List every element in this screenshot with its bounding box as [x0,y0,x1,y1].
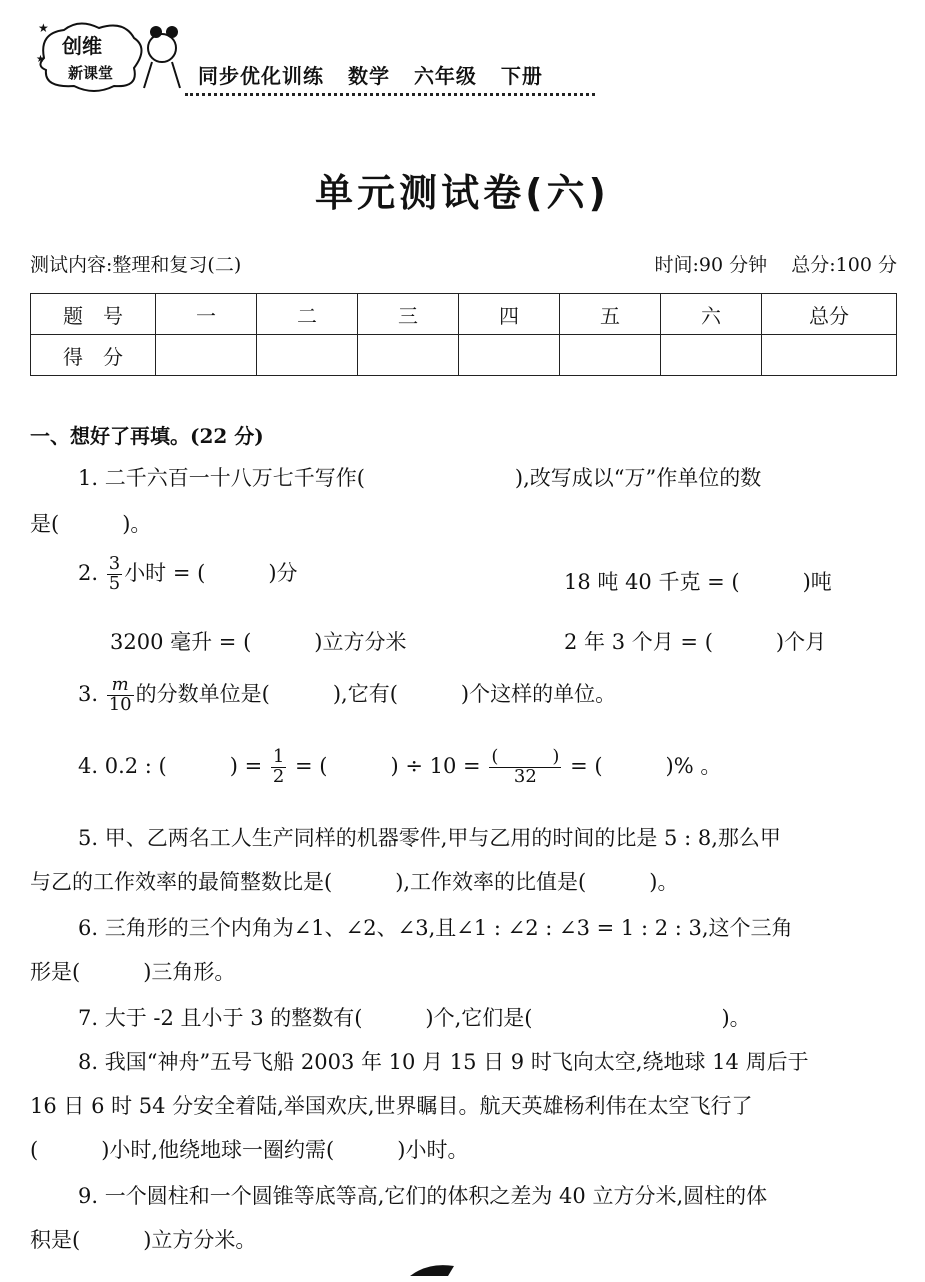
q1-text-a: 1. 二千六百一十八万七千写作( [78,466,365,490]
logo-bottom-text: 新课堂 [68,64,114,82]
denominator: 2 [272,765,285,787]
score-cell[interactable] [762,335,897,376]
fraction [489,748,561,787]
svg-text:★: ★ [36,54,45,65]
numerator: 1 [272,746,285,767]
page-corner-mark [408,1258,458,1278]
grade: 六年级 [413,64,477,88]
time-limit: 时间:90 分钟 [654,254,768,276]
table-cell: 五 [560,294,661,335]
table-cell: 二 [257,294,358,335]
q2-number: 2. [78,560,99,585]
table-cell: 题 号 [31,294,156,335]
q5-line-2: 与乙的工作效率的最简整数比是( ),工作效率的比值是( )。 [30,870,679,894]
test-content: 测试内容:整理和复习(二) [30,254,242,276]
denominator: 10 [108,693,132,715]
table-cell: 三 [358,294,459,335]
score-cell[interactable] [459,335,560,376]
q9-line-2: 积是( )立方分米。 [30,1228,257,1252]
q1-line-1 [78,462,761,492]
q9-line-1: 9. 一个圆柱和一个圆锥等底等高,它们的体积之差为 40 立方分米,圆柱的体 [78,1184,768,1208]
q3-line [78,676,616,715]
table-cell: 四 [459,294,560,335]
fraction [107,555,122,594]
fraction [271,748,286,787]
svg-text:★: ★ [38,21,49,35]
series-header [198,60,559,89]
q4-text-b: = ( ) ÷ 10 = [295,753,481,778]
score-cell[interactable] [661,335,762,376]
denominator: 5 [108,572,121,594]
q3-number: 3. [78,681,99,706]
subject: 数学 [347,64,390,88]
q6-line-2: 形是( )三角形。 [30,960,236,984]
table-cell: 一 [156,294,257,335]
fraction [107,676,134,715]
q1-line-2: 是( )。 [30,512,152,536]
score-table-score-row [31,335,897,376]
score-cell[interactable] [560,335,661,376]
publisher-logo [34,18,184,96]
q2-line-2b: 2 年 3 个月 = ( )个月 [564,630,827,654]
table-cell: 得 分 [31,335,156,376]
score-table [30,293,897,376]
series-name: 同步优化训练 [198,64,324,88]
page-title: 单元测试卷(六) [315,171,610,215]
q6-line-1: 6. 三角形的三个内角为∠1、∠2、∠3,且∠1 : ∠2 : ∠3 = 1 : 2 : 3,这个三角 [78,916,793,940]
q2-text-a: 小时 = ( )分 [124,560,298,585]
q7-line: 7. 大于 -2 且小于 3 的整数有( )个,它们是( )。 [78,1006,751,1030]
q2-line-2a: 3200 毫升 = ( )立方分米 [110,630,407,654]
q8-line-3: ( )小时,他绕地球一圈约需( )小时。 [30,1138,469,1162]
total-score: 总分:100 分 [791,254,897,276]
numerator: m [107,676,134,696]
numerator: 3 [108,553,121,574]
logo-top-text: 创维 [62,34,102,58]
q4-text-c: = ( )% 。 [570,753,722,778]
q4-text-a: 4. 0.2 : ( ) = [78,753,263,778]
time-and-total [654,250,897,277]
numerator[interactable]: ( ) [491,746,560,767]
header-divider [185,93,595,96]
score-cell[interactable] [358,335,459,376]
score-cell[interactable] [257,335,358,376]
q3-text: 的分数单位是( ),它有( )个这样的单位。 [135,681,617,706]
table-cell: 六 [661,294,762,335]
q2-line-1a [78,555,298,594]
q8-line-1: 8. 我国“神舟”五号飞船 2003 年 10 月 15 日 9 时飞向太空,绕地球 14 周后于 [78,1050,809,1074]
q5-line-1: 5. 甲、乙两名工人生产同样的机器零件,甲与乙用的时间的比是 5 : 8,那么甲 [78,826,781,850]
section-1-heading: 一、想好了再填。(22 分) [30,424,264,448]
q8-line-2: 16 日 6 时 54 分安全着陆,举国欢庆,世界瞩目。航天英雄杨利伟在太空飞行了 [30,1094,753,1118]
table-cell: 总分 [762,294,897,335]
q4-line [78,748,721,787]
q1-text-b: ),改写成以“万”作单位的数 [514,466,762,490]
q2-line-1b: 18 吨 40 千克 = ( )吨 [564,570,832,594]
score-cell[interactable] [156,335,257,376]
volume: 下册 [500,64,543,88]
score-table-header-row [31,294,897,335]
denominator: 32 [513,765,537,787]
